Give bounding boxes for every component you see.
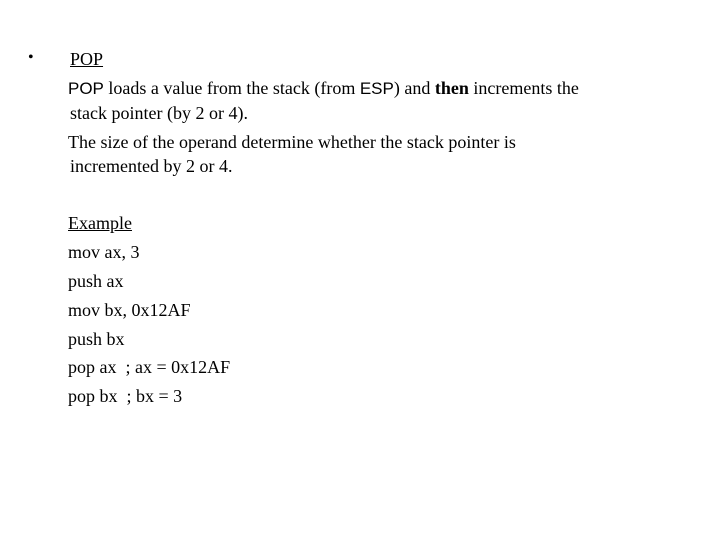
paragraph-2-line-1: The size of the operand determine whether the stack pointer is bbox=[68, 132, 516, 152]
esp-term: ESP bbox=[359, 79, 394, 98]
paragraph-1-line-2: stack pointer (by 2 or 4). bbox=[70, 103, 248, 123]
paragraph-1-text-a: loads a value from the stack (from bbox=[103, 78, 360, 98]
pop-term: POP bbox=[68, 79, 104, 98]
example-label: Example bbox=[68, 213, 132, 233]
code-line: mov bx, 0x12AF bbox=[68, 300, 191, 320]
paragraph-1-line-1 bbox=[68, 77, 579, 100]
paragraph-1-text-c: increments the bbox=[468, 78, 579, 98]
code-line: mov ax, 3 bbox=[68, 242, 140, 262]
paragraph-1-text-b: ) and bbox=[393, 78, 435, 98]
code-line: push bx bbox=[68, 329, 125, 349]
bullet-icon: • bbox=[28, 49, 34, 66]
paragraph-2-line-2: incremented by 2 or 4. bbox=[70, 156, 233, 176]
then-emphasis: then bbox=[434, 78, 469, 98]
slide-heading: POP bbox=[70, 49, 104, 69]
code-line: pop ax ; ax = 0x12AF bbox=[68, 357, 231, 377]
code-line: push ax bbox=[68, 271, 124, 291]
code-line: pop bx ; bx = 3 bbox=[68, 386, 183, 406]
